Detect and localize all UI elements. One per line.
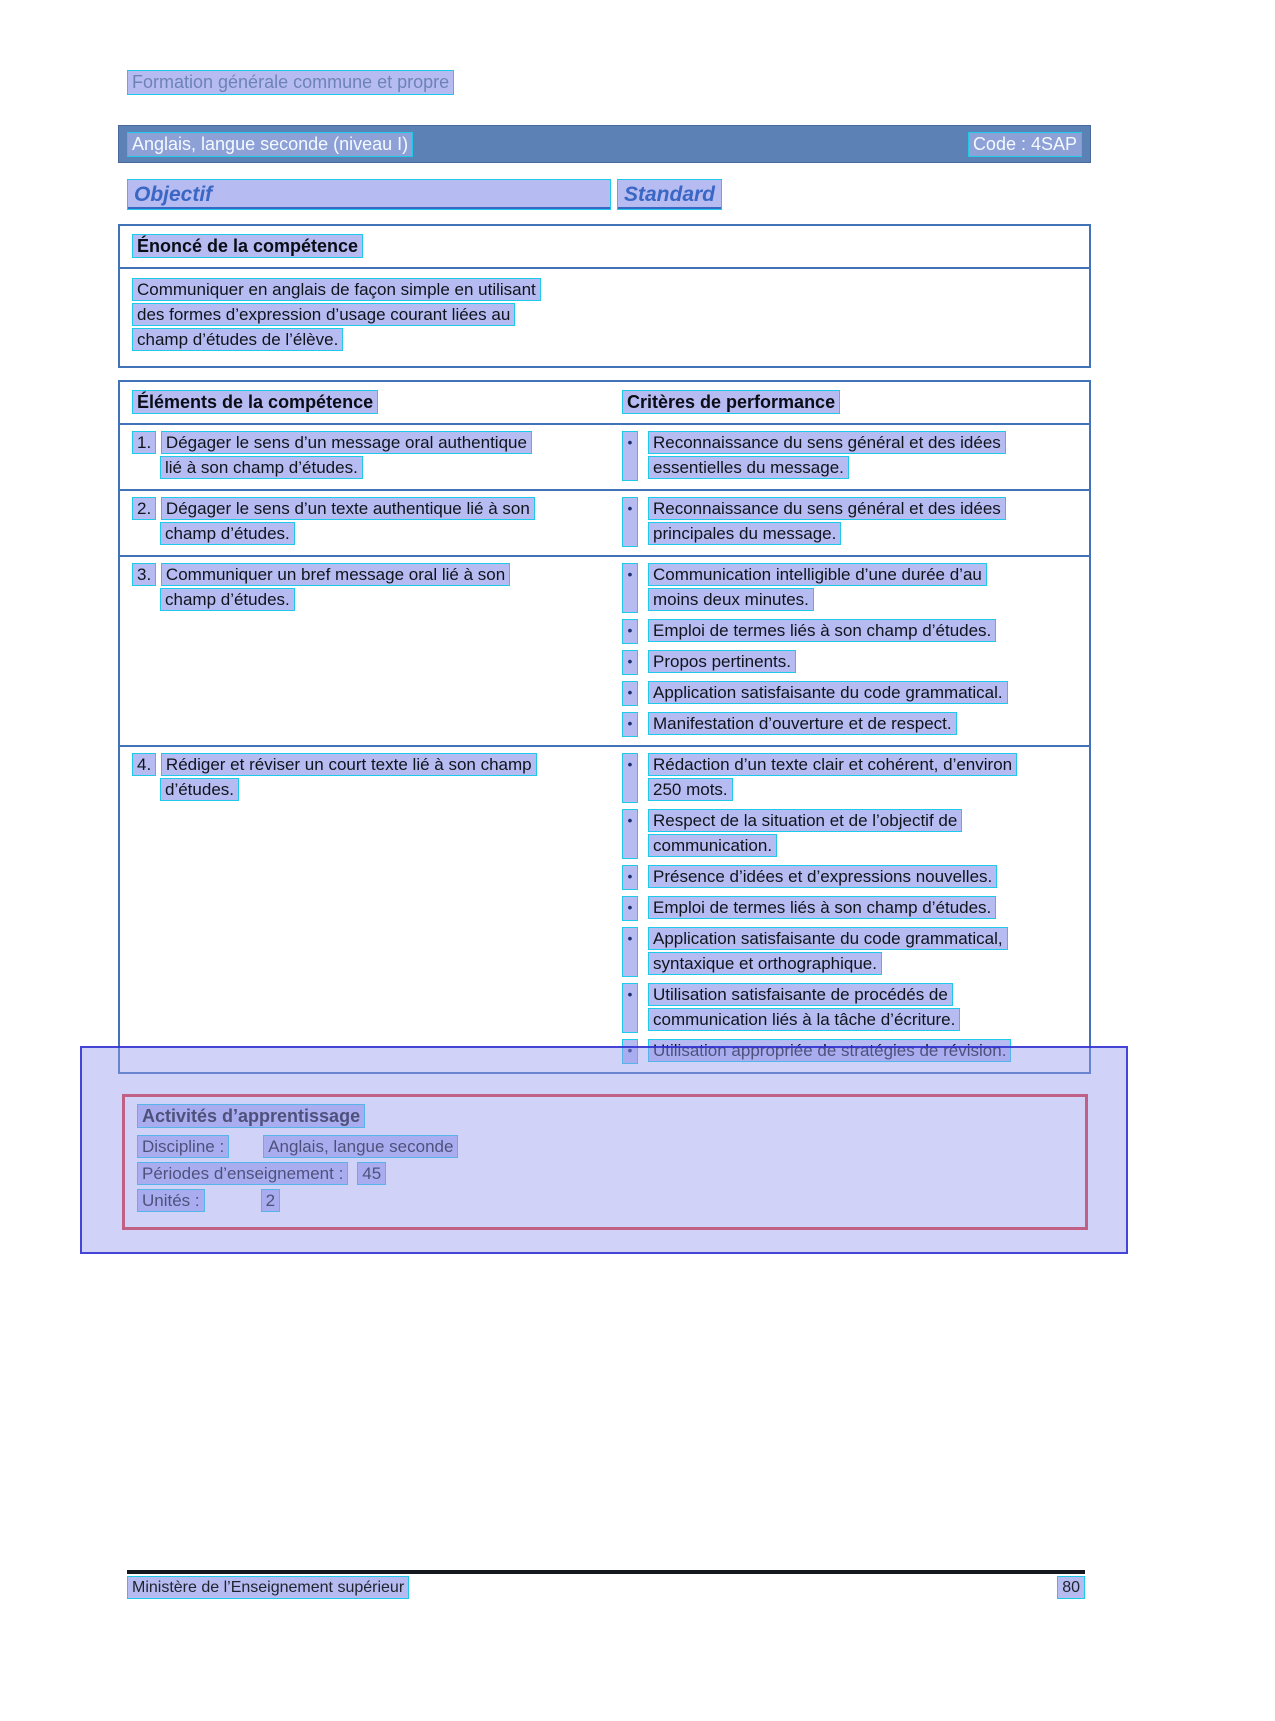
learning-activities-box [122, 1094, 1088, 1230]
criterion-item [622, 809, 1079, 859]
course-code: Code : 4SAP [968, 132, 1082, 157]
enonce-text-line: champ d’études de l’élève. [132, 328, 343, 351]
criterion-item [622, 650, 1079, 675]
criterion-text-line: Emploi de termes liés à son champ d’études. [648, 619, 996, 642]
discipline-label: Discipline : [137, 1135, 229, 1158]
page-number: 80 [1057, 1576, 1085, 1599]
criterion-text-line: Manifestation d’ouverture et de respect. [648, 712, 957, 735]
criterion-text-line: 250 mots. [648, 778, 733, 801]
criterion-text-line: Application satisfaisante du code grammatical. [648, 681, 1008, 704]
element-text-line: Dégager le sens d’un message oral authentique [161, 431, 532, 454]
criterion-item [622, 563, 1079, 613]
enonce-table [118, 224, 1091, 368]
element-cell [120, 563, 610, 737]
competence-row-4 [120, 745, 1089, 1072]
element-number: 2. [132, 497, 156, 520]
competence-row-3 [120, 555, 1089, 745]
bullet-icon: • [622, 619, 638, 644]
element-cell [120, 431, 610, 481]
objectif-heading: Objectif [127, 179, 611, 210]
element-cell [120, 753, 610, 1064]
criterion-text-line: Emploi de termes liés à son champ d’études. [648, 896, 996, 919]
standard-heading: Standard [617, 179, 722, 210]
criteres-column-header: Critères de performance [622, 390, 840, 414]
element-text-line: Rédiger et réviser un court texte lié à son champ [161, 753, 537, 776]
criterion-text-line: principales du message. [648, 522, 841, 545]
document-section-header [127, 70, 1275, 95]
competences-table-header [120, 382, 1089, 425]
criterion-item [622, 681, 1079, 706]
periodes-field [137, 1162, 1073, 1189]
criteria-cell [610, 431, 1089, 481]
section-title: Formation générale commune et propre [127, 70, 454, 95]
bullet-icon: • [622, 431, 638, 481]
criterion-item [622, 983, 1079, 1033]
footer-ministry-text: Ministère de l’Enseignement supérieur [127, 1576, 409, 1599]
criterion-text-line: communication liés à la tâche d’écriture. [648, 1008, 960, 1031]
criterion-item [622, 865, 1079, 890]
criterion-text-line: communication. [648, 834, 777, 857]
bullet-icon: • [622, 809, 638, 859]
element-text-line: lié à son champ d’études. [160, 456, 363, 479]
criterion-item [622, 712, 1079, 737]
element-text-line: d’études. [160, 778, 239, 801]
criterion-text-line: Reconnaissance du sens général et des idées [648, 497, 1006, 520]
bullet-icon: • [622, 865, 638, 890]
periodes-value: 45 [357, 1162, 386, 1185]
element-text-line: Dégager le sens d’un texte authentique lié à son [161, 497, 535, 520]
periodes-label: Périodes d’enseignement : [137, 1162, 348, 1185]
bullet-icon: • [622, 497, 638, 547]
criterion-text-line: Rédaction d’un texte clair et cohérent, d’environ [648, 753, 1017, 776]
criterion-text-line: Respect de la situation et de l’objectif de [648, 809, 962, 832]
unites-value: 2 [261, 1189, 280, 1212]
element-text-line: champ d’études. [160, 588, 295, 611]
enonce-title: Énoncé de la compétence [132, 234, 363, 258]
discipline-value: Anglais, langue seconde [263, 1135, 458, 1158]
criterion-text-line: Reconnaissance du sens général et des idées [648, 431, 1006, 454]
criterion-text-line: Utilisation satisfaisante de procédés de [648, 983, 953, 1006]
criterion-item [622, 927, 1079, 977]
bullet-icon: • [622, 896, 638, 921]
criterion-item [622, 497, 1079, 547]
criteria-cell [610, 753, 1089, 1064]
criteria-cell [610, 563, 1089, 737]
criterion-text-line: Application satisfaisante du code grammatical, [648, 927, 1008, 950]
element-text-line: champ d’études. [160, 522, 295, 545]
document-page [0, 70, 1275, 1596]
competences-table [118, 380, 1091, 1074]
criterion-text-line: Présence d’idées et d’expressions nouvelles. [648, 865, 997, 888]
criterion-text-line: syntaxique et orthographique. [648, 952, 882, 975]
criterion-item [622, 896, 1079, 921]
bullet-icon: • [622, 927, 638, 977]
criterion-text-line: Communication intelligible d’une durée d’au [648, 563, 987, 586]
element-number: 4. [132, 753, 156, 776]
element-text-line: Communiquer un bref message oral lié à son [161, 563, 510, 586]
element-number: 3. [132, 563, 156, 586]
discipline-field [137, 1135, 1073, 1162]
activities-title: Activités d’apprentissage [137, 1104, 365, 1128]
criterion-text-line: Utilisation appropriée de stratégies de révision. [648, 1039, 1011, 1062]
bullet-icon: • [622, 753, 638, 803]
bullet-icon: • [622, 563, 638, 613]
page-footer [127, 1570, 1085, 1599]
competence-row-2 [120, 489, 1089, 555]
objective-standard-headings [127, 179, 1275, 210]
bullet-icon: • [622, 983, 638, 1033]
element-number: 1. [132, 431, 156, 454]
elements-column-header: Éléments de la compétence [132, 390, 378, 414]
enonce-text-line: Communiquer en anglais de façon simple en utilisant [132, 278, 541, 301]
criterion-item [622, 431, 1079, 481]
competence-row-1 [120, 425, 1089, 489]
course-title: Anglais, langue seconde (niveau I) [127, 132, 413, 157]
unites-field [137, 1189, 1073, 1216]
element-cell [120, 497, 610, 547]
criterion-text-line: essentielles du message. [648, 456, 849, 479]
criterion-text-line: Propos pertinents. [648, 650, 796, 673]
unites-label: Unités : [137, 1189, 205, 1212]
bullet-icon: • [622, 681, 638, 706]
bullet-icon: • [622, 650, 638, 675]
criterion-item [622, 753, 1079, 803]
criteria-cell [610, 497, 1089, 547]
enonce-table-body [120, 269, 1089, 366]
criterion-text-line: moins deux minutes. [648, 588, 814, 611]
enonce-table-header [120, 226, 1089, 269]
criterion-item [622, 619, 1079, 644]
enonce-text-line: des formes d’expression d’usage courant liées au [132, 303, 515, 326]
course-banner [118, 125, 1091, 163]
criterion-item [622, 1039, 1079, 1064]
bullet-icon: • [622, 712, 638, 737]
bullet-icon: • [622, 1039, 638, 1064]
